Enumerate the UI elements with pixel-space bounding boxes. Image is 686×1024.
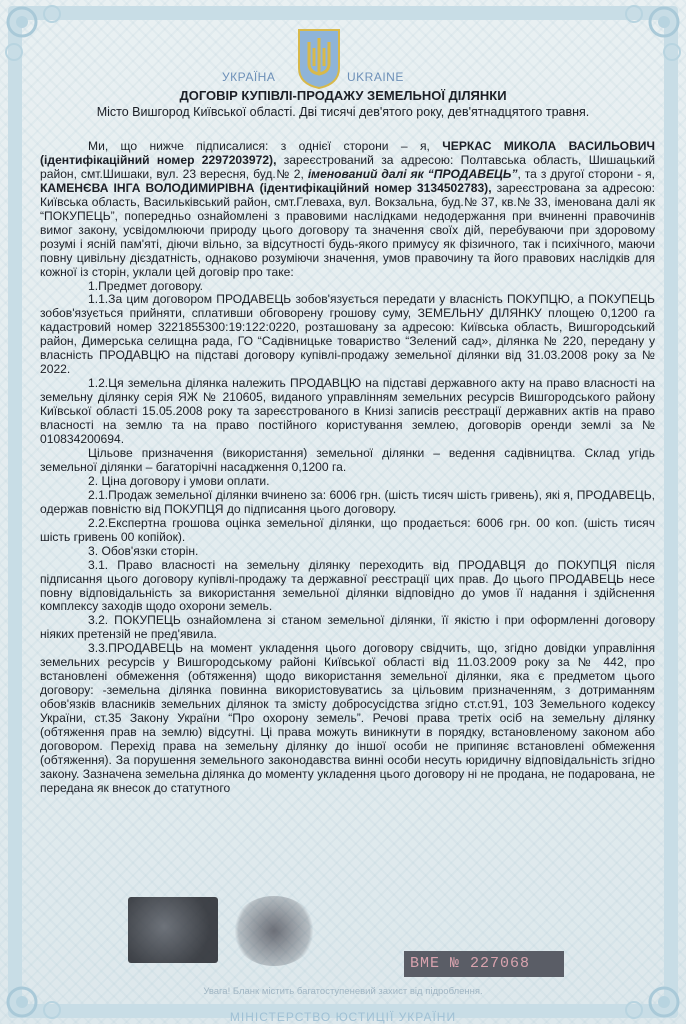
purpose-paragraph: Цільове призначення (використання) земельної ділянки – ведення садівництва. Склад угідь земельної ділянки – багаторічні насадження 0,1200 га.: [40, 445, 655, 474]
security-warning: Увага! Бланк містить багатоступеневий захист від підроблення.: [203, 986, 483, 997]
clause-2-1: 2.1.Продаж земельної ділянки вчинено за: 6006 грн. (шість тисяч шість гривень), які я, ПРОДАВЕЦЬ, одержав повністю від ПОКУПЦЯ до підписання цього договору.: [40, 487, 655, 516]
seller-named-label: іменований далі як: [307, 166, 424, 181]
form-serial-number: ВМЕ № 227068: [404, 951, 564, 977]
buyer-id: (ідентифікаційний номер 3134502783),: [259, 180, 492, 195]
seller-name: ЧЕРКАС МИКОЛА ВАСИЛЬОВИЧ: [442, 139, 655, 153]
notary-seal-icon: [232, 896, 316, 966]
clause-3-3: 3.3.ПРОДАВЕЦЬ на момент укладення цього договору свідчить, що, згідно довідки управління земельних ресурсів у Вишгородському районі Київської області від 11.03.2009 року за № 442, про встановлені обмеження (обтяження) щодо використання земельної ділянки, яка є предметом цього договору: -земельна ділянка повинна використовуватись за цільовим призначенням, з дотриманням обов'язків власників земельних ділянок та змісту добросусідства згідно ст.ст.91, 103 Земельного кодексу України, ст.35 Закону України “Про охорону земель”. Речові права третіх осіб на земельну ділянку (обтяження прав на землю) відсутні. Ці права можуть виникнути в порядку, встановленому законом або договором. Перехід права на земельну ділянку до іншої особи не припиняє встановлені обмеження (обтяження). За порушення земельного законодавства винні особи несуть юридичну відповідальність згідно закону. Зазначена земельна ділянка до моменту укладення цього договору ні не продана, не подарована, не передана як внесок до статутного: [40, 641, 655, 795]
clause-1-2: 1.2.Ця земельна ділянка належить ПРОДАВЦЮ на підставі державного акту на право власності на земельну ділянку серія ЯЖ № 210605, виданого управлінням земельних ресурсів Вишгородського району Київської області 15.05.2008 року та зареєстрованого в Книзі записів реєстрації державних актів на право власності на землю та на право постійного користування землею, договорів оренди землі за № 010834200694.: [40, 376, 655, 447]
section-heading: 1.Предмет договору.: [88, 278, 204, 293]
contract-body: [40, 140, 655, 796]
intro-paragraph: Ми, що нижче підписалися: з однієї сторони – я, ЧЕРКАС МИКОЛА ВАСИЛЬОВИЧ (ідентифікаційний номер 2297203972), зареєстрований за адресою: Полтавська область, Шишацький район, смт.Шишаки, вул. 23 вересня, буд.№ 2, іменований далі як “ПРОДАВЕЦЬ”, та з другої сторони - я, КАМЕНЄВА ІНГА ВОЛОДИМИРІВНА (ідентифікаційний номер 3134502783), зареєстрована за адресою: Київська область, Васильківський район, смт.Глеваха, вул. Вокзальна, буд.№ 37, кв.№ 33, іменована далі як “ПОКУПЕЦЬ”, попередньо ознайомлені з правовими наслідками недодержання при вчиненні правочинів вимог закону, усвідомлюючи природу цього договору та значення своїх дій, перебуваючи при здоровому розумі і ясній пам'яті, діючи вільно, за відсутності будь-якого примусу як фізичного, так і психічного, маючи повну цивільну дієздатність, однаково розуміючи значення, умов правочину та його правових наслідків для кожної із сторін, уклали цей договір про таке:: [40, 139, 655, 279]
hologram-icon: [128, 897, 218, 963]
floral-corner-icon: [596, 0, 686, 90]
trident-emblem-icon: [297, 28, 341, 90]
buyer-name: КАМЕНЄВА ІНГА ВОЛОДИМИРІВНА: [40, 180, 255, 195]
floral-corner-icon: [0, 0, 90, 90]
clause-3-2: 3.2. ПОКУПЕЦЬ ознайомлена зі станом земельної ділянки, її якістю і при оформленні договору ніяких претензій не пред'явила.: [40, 613, 655, 642]
place-date-line: Місто Вишгород Київської області. Дві тисячі дев'ятого року, дев'ятнадцятого травня.: [96, 105, 590, 119]
ukraine-label-ua: УКРАЇНА: [222, 70, 276, 84]
clause-2-2: 2.2.Експертна грошова оцінка земельної ділянки, що продається: 6006 грн. 00 коп. (шість тисяч шість гривень 00 копійок).: [40, 515, 655, 544]
ministry-label: МІНІСТЕРСТВО ЮСТИЦІЇ УКРАЇНИ: [229, 1010, 457, 1024]
ukraine-label-en: UKRAINE: [347, 70, 404, 84]
clause-3-1: 3.1. Право власності на земельну ділянку переходить від ПРОДАВЦЯ до ПОКУПЦЯ після підписання цього договору купівлі-продажу та державної реєстрації цих прав. До цього ПРОДАВЕЦЬ несе повну відповідальність за використання земельної ділянки відповідно до умов її надання і здійснення комплексу заходів щодо охорони земель.: [40, 557, 655, 614]
seller-id: (ідентифікаційний номер 2297203972),: [40, 152, 277, 167]
section-heading: 3. Обов'язки сторін.: [88, 543, 199, 558]
clause-1-1: 1.1.За цим договором ПРОДАВЕЦЬ зобов'язується передати у власність ПОКУПЦЮ, а ПОКУПЕЦЬ зобов'язується прийняти, сплативши обговорену грошову суму, ЗЕМЕЛЬНУ ДІЛЯНКУ площею 0,1200 га кадастровий номер 3221855300:19:122:0220, розташовану за адресою: Київська область, Вишгородський район, Димерська селищна рада, ГО “Садівницьке товариство “Зелений сад», ділянка № 220, передану у власність ПРОДАВЦЮ на підставі договору купівлі-продажу земельної ділянки від 31.03.2008 року за № 2022.: [40, 292, 655, 377]
section-heading: 2. Ціна договору і умови оплати.: [88, 473, 270, 488]
seller-role: “ПРОДАВЕЦЬ”: [427, 166, 518, 181]
document-title: ДОГОВІР КУПІВЛІ-ПРОДАЖУ ЗЕМЕЛЬНОЇ ДІЛЯНКИ: [179, 88, 507, 103]
